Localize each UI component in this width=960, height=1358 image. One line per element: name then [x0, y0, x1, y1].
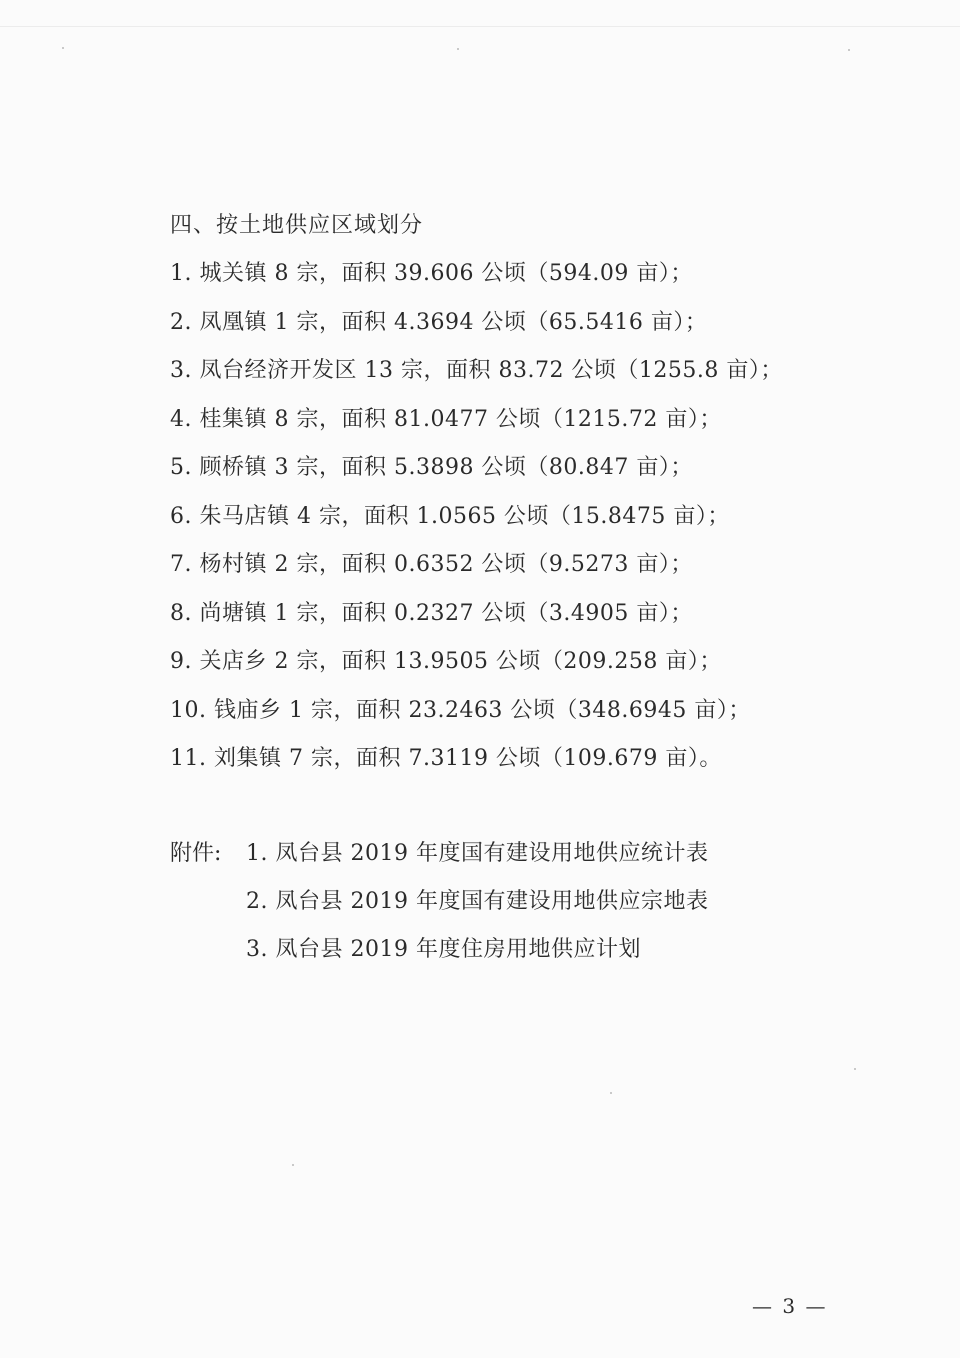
scan-speck [854, 1068, 856, 1070]
list-item: 2. 凤凰镇 1 宗，面积 4.3694 公顷（65.5416 亩）； [170, 309, 708, 335]
page-number: — 3 — [752, 1294, 828, 1318]
scan-speck [848, 49, 850, 51]
section-heading: 四、按土地供应区域划分 [170, 213, 424, 238]
scan-speck [62, 47, 64, 49]
list-item: 4. 桂集镇 8 宗，面积 81.0477 公顷（1215.72 亩）； [170, 406, 722, 432]
scan-speck [292, 1164, 294, 1166]
scan-speck [457, 48, 459, 50]
list-item: 6. 朱马店镇 4 宗，面积 1.0565 公顷（15.8475 亩）； [170, 503, 730, 529]
scan-edge-line [0, 26, 960, 27]
list-item: 9. 关店乡 2 宗，面积 13.9505 公顷（209.258 亩）； [170, 649, 722, 674]
attachment-item: 1. 凤台县 2019 年度国有建设用地供应统计表 [246, 841, 709, 866]
attachment-item: 3. 凤台县 2019 年度住房用地供应计划 [246, 937, 641, 962]
attachment-item: 2. 凤台县 2019 年度国有建设用地供应宗地表 [246, 889, 709, 914]
region-supply-list [170, 258, 783, 792]
list-item: 5. 顾桥镇 3 宗，面积 5.3898 公顷（80.847 亩）； [170, 455, 693, 480]
scan-speck [610, 1092, 612, 1094]
list-item: 8. 尚塘镇 1 宗，面积 0.2327 公顷（3.4905 亩）； [170, 600, 693, 626]
attachments-label: 附件: [170, 841, 222, 866]
list-item: 3. 凤台经济开发区 13 宗，面积 83.72 公顷（1255.8 亩）； [170, 358, 783, 383]
list-item: 7. 杨村镇 2 宗，面积 0.6352 公顷（9.5273 亩）； [170, 552, 693, 577]
list-item: 11. 刘集镇 7 宗，面积 7.3119 公顷（109.679 亩）。 [170, 746, 722, 771]
list-item: 1. 城关镇 8 宗，面积 39.606 公顷（594.09 亩）； [170, 261, 693, 286]
list-item: 10. 钱庙乡 1 宗，面积 23.2463 公顷（348.6945 亩）； [170, 697, 751, 723]
